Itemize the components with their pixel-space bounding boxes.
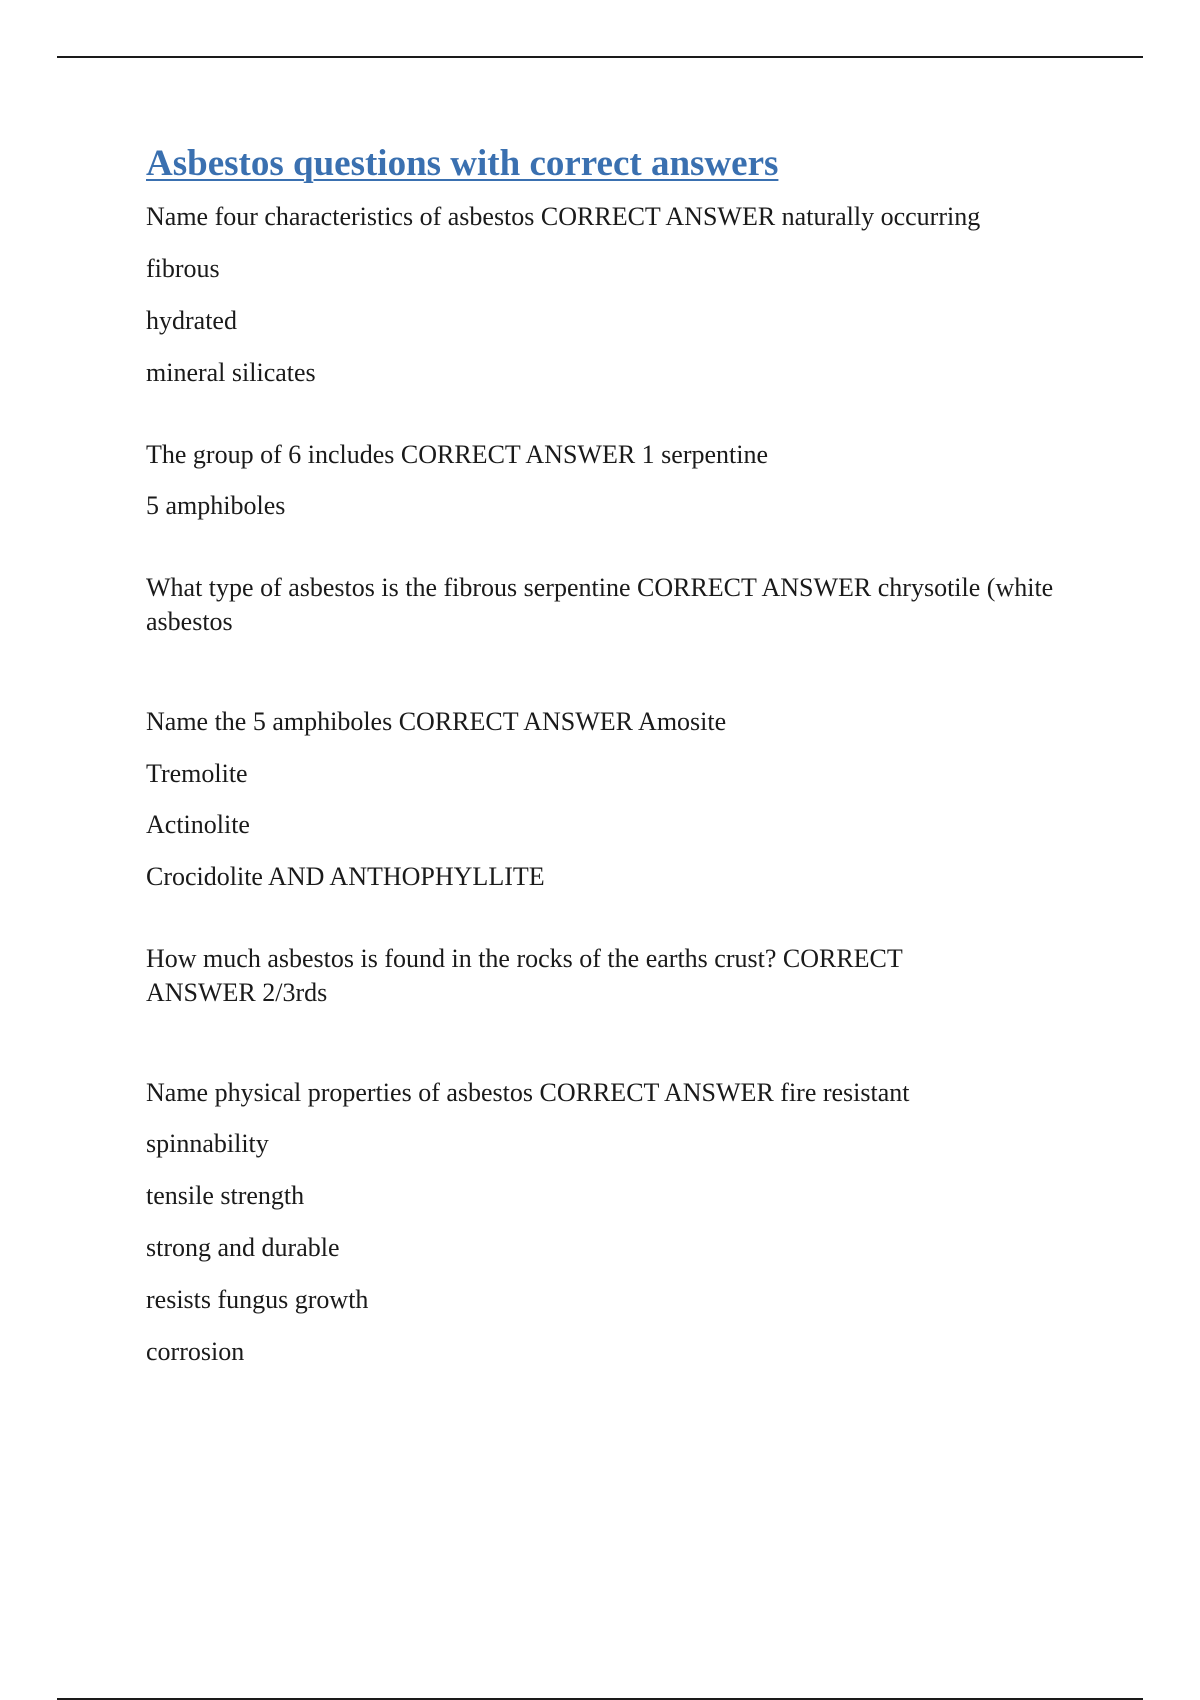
answer-line: 5 amphiboles bbox=[146, 491, 286, 521]
question-text: Name four characteristics of asbestos CORRECT ANSWER naturally occurring bbox=[146, 202, 981, 232]
answer-line: corrosion bbox=[146, 1336, 245, 1366]
qa-item-1 bbox=[146, 200, 1106, 389]
qa-item-3 bbox=[146, 571, 1106, 639]
qa-item-6 bbox=[146, 1076, 1106, 1369]
qa-item-4 bbox=[146, 705, 1106, 894]
answer-line: Actinolite bbox=[146, 810, 250, 840]
answer-line: strong and durable bbox=[146, 1232, 340, 1262]
question-text: What type of asbestos is the fibrous serpentine CORRECT ANSWER chrysotile (white asbestos bbox=[146, 573, 1054, 636]
qa-item-2 bbox=[146, 438, 1106, 524]
question-text: How much asbestos is found in the rocks of the earths crust? CORRECT ANSWER 2/3rds bbox=[146, 943, 903, 1007]
answer-line: hydrated bbox=[146, 305, 237, 335]
answer-line: fibrous bbox=[146, 254, 220, 284]
answer-line: Crocidolite AND ANTHOPHYLLITE bbox=[146, 862, 545, 892]
header-rule bbox=[57, 56, 1143, 58]
answer-line: spinnability bbox=[146, 1129, 269, 1159]
question-text: Name physical properties of asbestos CORRECT ANSWER fire resistant bbox=[146, 1077, 910, 1107]
question-text: The group of 6 includes CORRECT ANSWER 1 serpentine bbox=[146, 439, 769, 469]
document-title: Asbestos questions with correct answers bbox=[146, 143, 779, 184]
answer-line: resists fungus growth bbox=[146, 1284, 369, 1314]
question-text: Name the 5 amphiboles CORRECT ANSWER Amosite bbox=[146, 706, 727, 736]
qa-item-5 bbox=[146, 942, 1106, 1010]
answer-line: tensile strength bbox=[146, 1181, 305, 1211]
answer-line: mineral silicates bbox=[146, 357, 316, 387]
answer-line: Tremolite bbox=[146, 758, 248, 788]
document-body bbox=[146, 142, 1106, 1416]
